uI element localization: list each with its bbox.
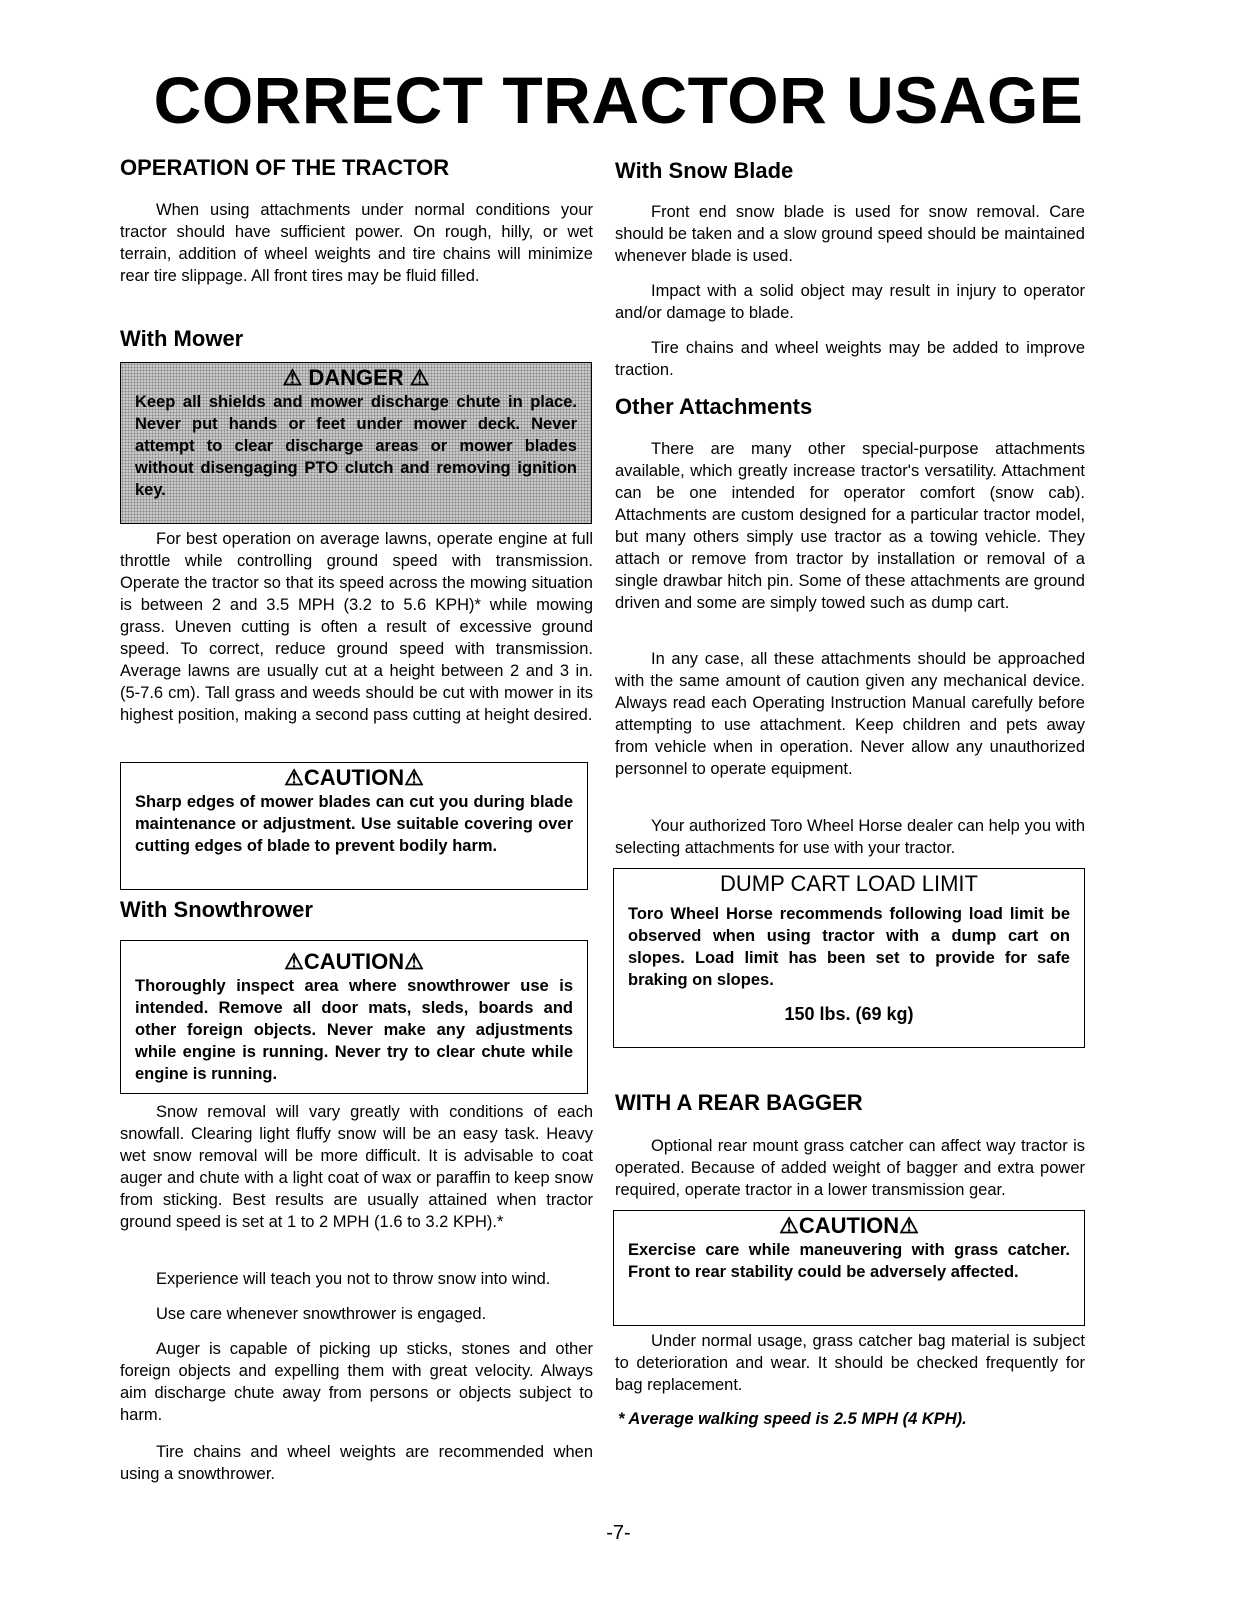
dump-text: Toro Wheel Horse recommends following load limit be observed when using tractor with a dump cart on slopes. Load limit has been set to provide for safe braking on slopes. [628,905,1070,989]
caution-box-bagger [613,1210,1085,1326]
page-number: -7- [606,1522,631,1544]
caution-text: Exercise care while maneuvering with grass catcher. Front to rear stability could be adversely affected. [628,1241,1070,1281]
dump-cart-load-limit-box [613,868,1085,1048]
paragraph: Snow removal will vary greatly with conditions of each snowfall. Clearing light fluffy snow will be an easy task. Heavy wet snow removal will be more difficult. It is advisable to coat auger and chute with a light coat of wax or paraffin to keep snow from sticking. Best results are usually attained when tractor ground speed is set at 1 to 2 MPH (1.6 to 3.2 KPH).* [120,1103,593,1231]
heading-with-snow-blade: With Snow Blade [615,158,794,183]
heading-other-attachments: Other Attachments [615,394,813,419]
paragraph: Use care whenever snowthrower is engaged. [156,1305,487,1323]
caution-box-mower [120,762,588,890]
paragraph: Under normal usage, grass catcher bag material is subject to deterioration and wear. It should be checked frequently for bag replacement. [615,1332,1085,1394]
danger-text: Keep all shields and mower discharge chute in place. Never put hands or feet under mower deck. Never attempt to clear discharge areas or mower blades without disengaging PTO clutch and removing ignition key. [135,393,577,499]
paragraph: Impact with a solid object may result in injury to operator and/or damage to blade. [615,282,1085,322]
heading-rear-bagger: WITH A REAR BAGGER [615,1090,863,1115]
danger-title: DANGER [308,365,404,390]
paragraph: In any case, all these attachments should be approached with the same amount of caution given any mechanical device. Always read each Operating Instruction Manual carefully before attempting to use attachment. Keep children and pets away from vehicle when in operation. Never allow any unauthorized personnel to operate equipment. [615,650,1085,778]
danger-box [120,362,592,524]
warning-triangle-icon: ⚠ [404,765,424,790]
caution-title: CAUTION [303,765,405,790]
dump-title: DUMP CART LOAD LIMIT [720,871,978,896]
page-title: CORRECT TRACTOR USAGE [153,63,1084,137]
warning-triangle-icon: ⚠ [899,1213,919,1238]
warning-triangle-icon: ⚠ [284,765,304,790]
paragraph: Auger is capable of picking up sticks, stones and other foreign objects and expelling them with great velocity. Always aim discharge chute away from persons or objects subject to harm. [120,1340,593,1424]
paragraph: Tire chains and wheel weights may be added to improve traction. [615,339,1085,379]
heading-operation: OPERATION OF THE TRACTOR [120,155,450,180]
paragraph: When using attachments under normal conditions your tractor should have sufficient power. On rough, hilly, or wet terrain, addition of wheel weights and tire chains will minimize rear tire slippage. All front tires may be fluid filled. [120,201,593,285]
caution-text: Sharp edges of mower blades can cut you during blade maintenance or adjustment. Use suitable covering over cutting edges of blade to prevent bodily harm. [135,793,573,855]
warning-triangle-icon: ⚠ [409,365,430,390]
paragraph: For best operation on average lawns, operate engine at full throttle while controlling ground speed with transmission. Operate the tractor so that its speed across the mowing situation is between 2 and 3.5 MPH (3.2 to 5.6 KPH)* while mowing grass. Uneven cutting is often a result of excessive ground speed. To correct, reduce ground speed with transmission. Average lawns are usually cut at a height between 2 and 3 in. (5-7.6 cm). Tall grass and weeds should be cut with mower in its highest position, making a second pass cutting at height desired. [120,530,593,724]
heading-with-mower: With Mower [120,326,244,351]
caution-box-snowthrower [120,940,588,1094]
paragraph: Your authorized Toro Wheel Horse dealer can help you with selecting attachments for use with your tractor. [615,817,1085,857]
warning-triangle-icon: ⚠ [779,1213,799,1238]
caution-title: CAUTION [798,1213,900,1238]
paragraph: Optional rear mount grass catcher can affect way tractor is operated. Because of added weight of bagger and extra power required, operate tractor in a lower transmission gear. [615,1137,1085,1199]
paragraph: Experience will teach you not to throw snow into wind. [156,1270,551,1288]
paragraph: Tire chains and wheel weights are recommended when using a snowthrower. [120,1443,593,1483]
dump-limit: 150 lbs. (69 kg) [784,1004,914,1024]
warning-triangle-icon: ⚠ [404,949,424,974]
warning-triangle-icon: ⚠ [284,949,304,974]
paragraph: Front end snow blade is used for snow removal. Care should be taken and a slow ground speed should be maintained whenever blade is used. [615,203,1085,265]
paragraph: There are many other special-purpose attachments available, which greatly increase tractor's versatility. Attachment can be one intended for operator comfort (snow cab). Attachments are custom designed for a particular tractor model, but many others simply use tractor as a towing vehicle. They attach or remove from tractor by installation or removal of a single drawbar hitch pin. Some of these attachments are ground driven and some are simply towed such as dump cart. [615,440,1085,612]
heading-with-snowthrower: With Snowthrower [120,897,313,922]
footnote: * Average walking speed is 2.5 MPH (4 KPH). [618,1410,967,1428]
caution-title: CAUTION [303,949,405,974]
warning-triangle-icon: ⚠ [282,365,303,390]
caution-text: Thoroughly inspect area where snowthrower use is intended. Remove all door mats, sleds, boards and other foreign objects. Never make any adjustments while engine is running. Never try to clear chute while engine is running. [135,977,573,1083]
